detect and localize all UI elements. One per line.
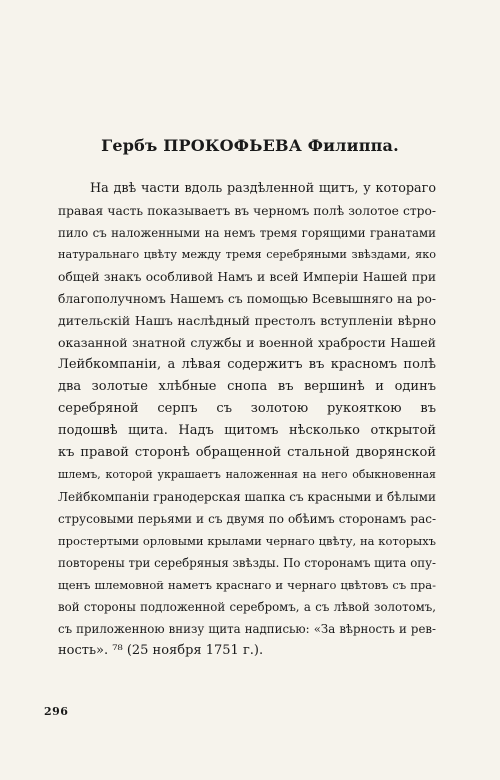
text-line: къ правой сторонѣ обращенной стальной дворянской	[58, 445, 436, 460]
text-line: правая часть показываетъ въ черномъ полѣ золотое стро-	[58, 204, 436, 218]
page-number: 296	[44, 705, 69, 718]
text-line: шлемъ, которой украшаетъ наложенная на него обыкновенная	[58, 468, 436, 481]
text-line: простертыми орловыми крылами чернаго цвѣту, на которыхъ	[58, 534, 436, 548]
text-line: подошвѣ щита. Надъ щитомъ нѣсколько открытой	[58, 423, 436, 438]
text-line: пило съ наложенными на немъ тремя горящими гранатами	[58, 226, 436, 240]
text-line: дительскій Нашъ наслѣдный престолъ вступленіи вѣрно	[58, 313, 436, 328]
text-line: общей знакъ особливой Намъ и всей Имперіи Нашей при	[58, 270, 436, 284]
text-line: благополучномъ Нашемъ съ помощью Всевышняго на ро-	[58, 292, 436, 306]
text-line: струсовыми перьями и съ двумя по обѣимъ сторонамъ рас-	[58, 512, 436, 526]
text-line: оказанной знатной службы и военной храбрости Нашей	[58, 335, 436, 350]
text-line-last: ность». ⁷⁸ (25 ноября 1751 г.).	[58, 643, 264, 658]
text-line: щенъ шлемовной наметъ краснаго и чернаго цвѣтовъ съ пра-	[58, 578, 436, 592]
body-paragraph	[58, 178, 436, 662]
text-line: повторены три серебряныя звѣзды. По сторонамъ щита опу-	[58, 556, 436, 570]
text-line: серебряной серпъ съ золотою рукояткою въ	[58, 401, 436, 416]
text-line: натуральнаго цвѣту между тремя серебряными звѣздами, яко	[58, 248, 436, 261]
page-title: Гербъ ПРОКОФЬЕВА Филиппа.	[101, 136, 399, 155]
text-line: съ приложенною внизу щита надписью: «За вѣрность и рев-	[58, 622, 436, 636]
text-line: Лейбкомпаніи гранодерская шапка съ красными и бѣлыми	[58, 490, 436, 504]
text-line: На двѣ части вдоль раздѣленной щитъ, у котораго	[90, 181, 436, 196]
text-line: Лейбкомпаніи, а лѣвая содержитъ въ красномъ полѣ	[58, 357, 436, 372]
text-line: вой стороны подложенной серебромъ, а съ лѣвой золотомъ,	[58, 600, 436, 614]
text-line: два золотые хлѣбные снопа въ вершинѣ и одинъ	[58, 379, 436, 394]
